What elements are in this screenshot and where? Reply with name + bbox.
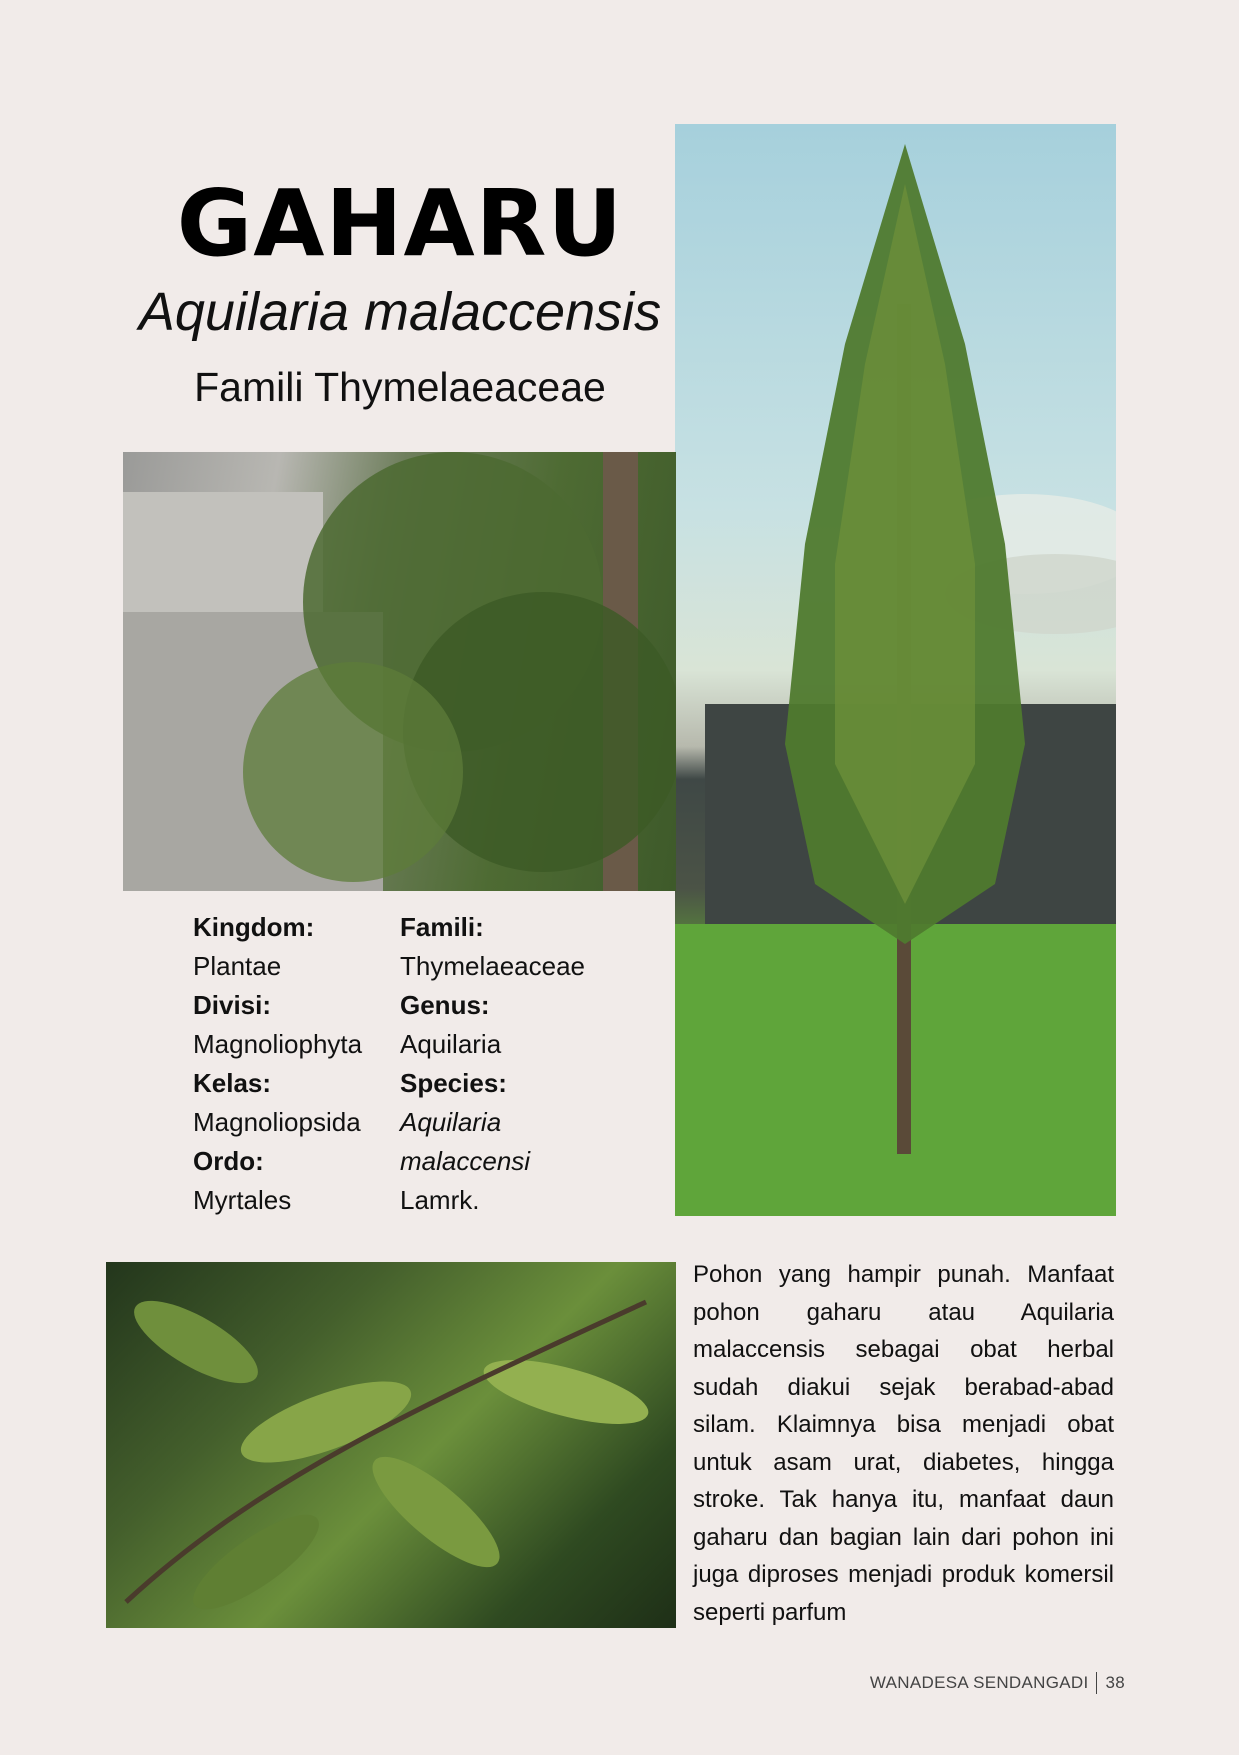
divisi-label: Divisi:: [193, 990, 272, 1020]
family-subtitle: Famili Thymelaeaceae: [194, 364, 606, 410]
divisi-value: Magnoliophyta: [193, 1029, 363, 1059]
genus-label: Genus:: [400, 990, 490, 1020]
taxonomy-right-column: [400, 908, 660, 1220]
ordo-label: Ordo:: [193, 1146, 264, 1176]
scientific-name: Aquilaria malaccensis: [138, 282, 662, 342]
kingdom-value: Plantae: [193, 951, 282, 981]
page-title: GAHARU: [176, 170, 624, 277]
page-number: 38: [1105, 1673, 1125, 1692]
leaves-photo: [106, 1262, 676, 1628]
kelas-value: Magnoliopsida: [193, 1107, 361, 1137]
ordo-value: Myrtales: [193, 1185, 292, 1215]
kingdom-label: Kingdom:: [193, 912, 315, 942]
kelas-label: Kelas:: [193, 1068, 272, 1098]
famili-value: Thymelaeaceae: [400, 951, 585, 981]
species-authority: Lamrk.: [400, 1185, 480, 1215]
species-value-line2: malaccensi: [400, 1146, 531, 1176]
tree-photo: [675, 124, 1116, 1216]
taxonomy-left-column: [193, 908, 393, 1220]
footer-divider: [1096, 1672, 1097, 1694]
famili-label: Famili:: [400, 912, 484, 942]
description-paragraph: Pohon yang hampir punah. Manfaat pohon gaharu atau Aquilaria malaccensis sebagai obat herbal sudah diakui sejak berabad-abad silam. Klaimnya bisa menjadi obat untuk asam urat, diabetes, hingga stroke. Tak hanya itu, manfaat daun gaharu dan bagian lain dari pohon ini juga diproses menjadi produk komersil seperti parfum: [693, 1261, 1114, 1626]
page-footer: [870, 1672, 1125, 1694]
publication-name: WANADESA SENDANGADI: [869, 1673, 1089, 1692]
branch-photo: [123, 452, 676, 891]
species-label: Species:: [400, 1068, 507, 1098]
species-value-line1: Aquilaria: [400, 1107, 502, 1137]
genus-value: Aquilaria: [400, 1029, 502, 1059]
